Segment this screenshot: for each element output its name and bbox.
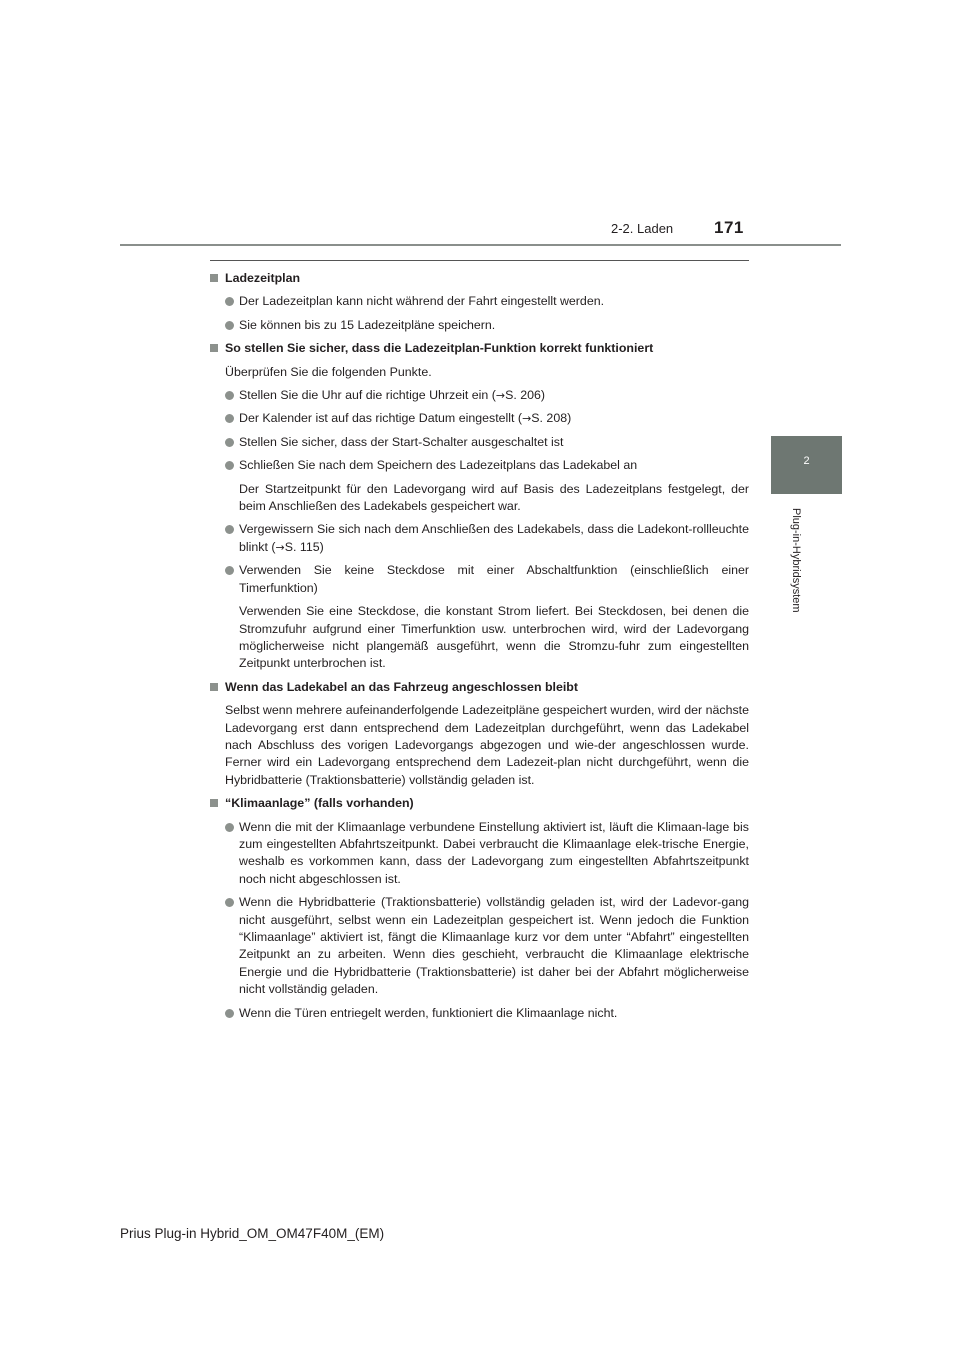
bullet-item [210, 894, 749, 998]
circle-bullet-icon [225, 898, 234, 907]
bullet-text: Der Ladezeitplan kann nicht während der Fahrt eingestellt werden. [239, 294, 605, 309]
section-label: 2-2. Laden [611, 221, 674, 236]
square-bullet-icon [210, 274, 218, 282]
bullet-text: Vergewissern Sie sich nach dem Anschließen des Ladekabels, dass die Ladekont-rollleuchte blinkt ( [239, 522, 749, 554]
bullet-item [210, 457, 749, 474]
arrow-right-icon: → [275, 540, 285, 554]
bullet-text: Stellen Sie sicher, dass der Start-Schalter ausgeschaltet ist [239, 434, 564, 449]
bullet-text: Der Kalender ist auf das richtige Datum eingestellt ( [239, 411, 523, 426]
section-heading [210, 795, 749, 812]
circle-bullet-icon [225, 1009, 234, 1018]
bullet-text: Wenn die mit der Klimaanlage verbundene Einstellung aktiviert ist, läuft die Klimaan-lage bis zum eingestellten Abfahrtszeitpunkt. Dabei verbraucht die Klimaanlage elek-trische Energie, weshalb es vorkommen kann, dass der Ladevorgang zum eingestellten Abfahrtszeitpunkt noch nicht abgeschlossen ist. [239, 819, 749, 886]
square-bullet-icon [210, 799, 218, 807]
bullet-item [210, 434, 749, 451]
bullet-item [210, 521, 749, 556]
bullet-text: Wenn die Hybridbatterie (Traktionsbatterie) vollständig geladen ist, wird der Ladevor-gang nicht ausgeführt, selbst wenn ein Ladezeitplan gespeichert ist. Wenn jedoch die Funktion “Klimaanlage” aktiviert ist, fängt die Klimaanlage kurz vor dem unter “Abfahrt” eingestellten Zeitpunkt an zu arbeiten. Wenn dies geschieht, verbraucht die Klimaanlage elektrische Energie und die Hybridbatterie (Traktionsbatterie) ist daher bei der Abfahrt möglicherweise nicht vollständig geladen. [239, 895, 749, 997]
circle-bullet-icon [225, 391, 234, 400]
chapter-tab [771, 436, 842, 494]
bullet-text: Verwenden Sie keine Steckdose mit einer Abschaltfunktion (einschließlich einer Timerfunktion) [239, 563, 749, 595]
footer-document-id: Prius Plug-in Hybrid_OM_OM47F40M_(EM) [120, 1226, 385, 1241]
bullet-item [210, 819, 749, 889]
circle-bullet-icon [225, 461, 234, 470]
circle-bullet-icon [225, 297, 234, 306]
bullet-text: Wenn die Türen entriegelt werden, funktioniert die Klimaanlage nicht. [239, 1005, 618, 1020]
circle-bullet-icon [225, 566, 234, 575]
circle-bullet-icon [225, 823, 234, 832]
heading-text: “Klimaanlage” (falls vorhanden) [225, 796, 414, 811]
paragraph: Überprüfen Sie die folgenden Punkte. [225, 364, 432, 379]
bullet-item [210, 387, 749, 404]
chapter-title: Plug-in-Hybridsystem [790, 508, 802, 613]
bullet-item [210, 562, 749, 597]
circle-bullet-icon [225, 414, 234, 423]
arrow-right-icon: → [495, 389, 506, 403]
bullet-item [210, 1005, 749, 1022]
page-number: 171 [714, 218, 744, 237]
page-content [210, 270, 749, 1028]
page-reference-link[interactable]: S. 208) [531, 411, 572, 426]
section-heading [210, 679, 749, 696]
heading-text: So stellen Sie sicher, dass die Ladezeitplan-Funktion korrekt funktioniert [225, 341, 654, 356]
header-divider [120, 244, 841, 246]
section-heading [210, 340, 749, 357]
square-bullet-icon [210, 683, 218, 691]
page-reference-link[interactable]: S. 115) [284, 539, 324, 554]
sub-paragraph: Der Startzeitpunkt für den Ladevorgang wird auf Basis des Ladezeitplans festgelegt, der beim Anschließen des Ladekabels gespeichert war. [239, 481, 749, 514]
square-bullet-icon [210, 344, 218, 352]
bullet-text: Sie können bis zu 15 Ladezeitpläne speichern. [239, 317, 496, 332]
circle-bullet-icon [225, 438, 234, 447]
arrow-right-icon: → [522, 412, 532, 426]
content-divider [210, 260, 749, 261]
bullet-item [210, 410, 749, 427]
bullet-text: Stellen Sie die Uhr auf die richtige Uhrzeit ein ( [239, 388, 496, 403]
page-reference-link[interactable]: S. 206) [505, 388, 546, 403]
bullet-text: Schließen Sie nach dem Speichern des Ladezeitplans das Ladekabel an [239, 458, 638, 473]
sub-paragraph: Verwenden Sie eine Steckdose, die konstant Strom liefert. Bei Steckdosen, bei denen die Stromzufuhr aufgrund einer Timerfunktion usw. unterbrochen wird, wird der Ladevorgang möglicherweise nicht plangemäß ausgeführt, wenn die Stromzu-fuhr zum eingestellten Zeitpunkt unterbrochen ist. [239, 604, 749, 671]
section-heading [210, 270, 749, 287]
heading-text: Wenn das Ladekabel an das Fahrzeug angeschlossen bleibt [225, 679, 578, 694]
circle-bullet-icon [225, 321, 234, 330]
circle-bullet-icon [225, 525, 234, 534]
bullet-item [210, 317, 749, 334]
bullet-item [210, 293, 749, 310]
chapter-number: 2 [803, 455, 810, 467]
heading-text: Ladezeitplan [225, 271, 301, 285]
paragraph: Selbst wenn mehrere aufeinanderfolgende Ladezeitpläne gespeichert wurden, wird der nächste Ladevorgang erst dann entsprechend dem Ladezeitplan durchgeführt, wenn das Ladekabel nach Abschluss des vorigen Ladevorgangs abgezogen und wie-der angeschlossen wurde. Ferner wird ein Ladevorgang entsprechend dem Ladezeit-plan nicht durchgeführt, wenn die Hybridbatterie (Traktionsbatterie) vollständig geladen ist. [225, 703, 749, 787]
